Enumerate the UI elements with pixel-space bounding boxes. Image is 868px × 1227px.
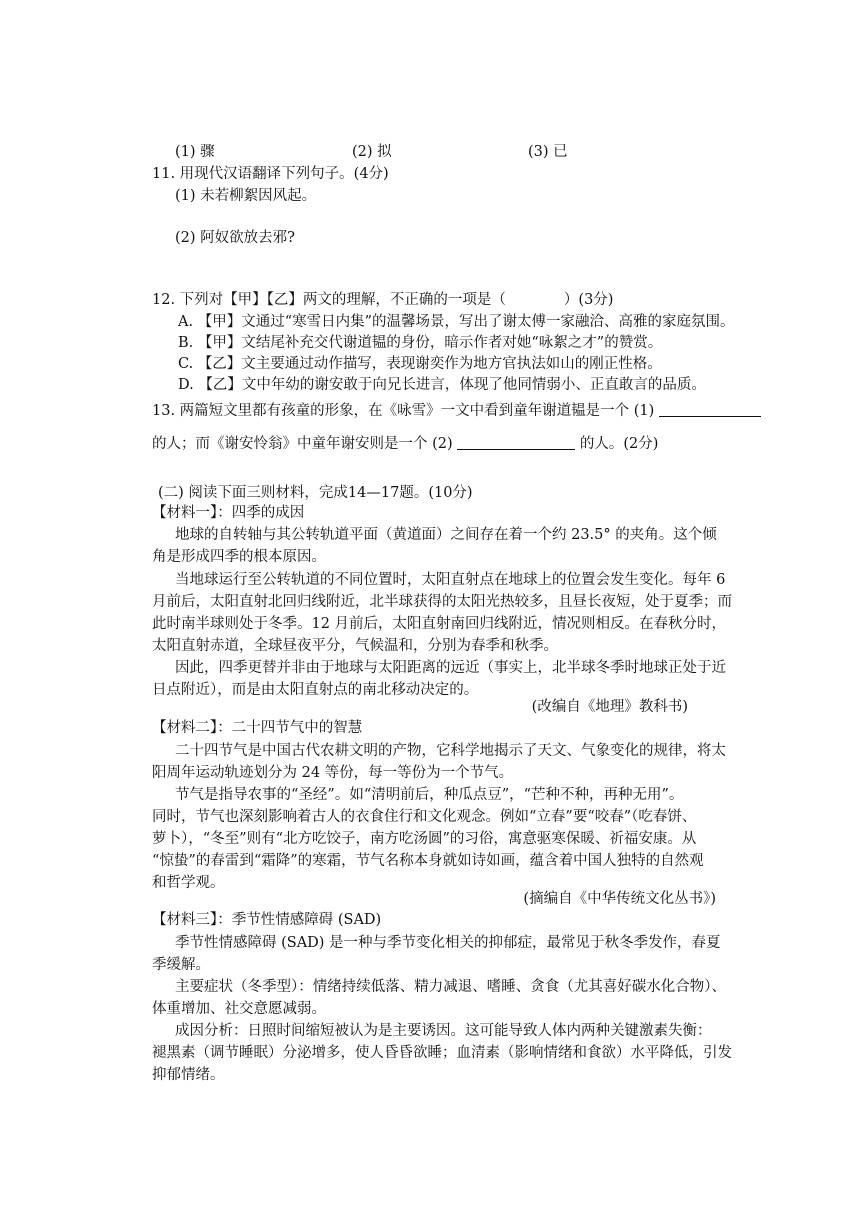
m1-source: (改编自《地理》教科书) bbox=[531, 699, 688, 715]
m3-para3-line3: 抑郁情绪。 bbox=[152, 1067, 225, 1083]
q13-text-2a: 的人；而《谢安怜翁》中童年谢安则是一个 (2) bbox=[152, 436, 453, 452]
m2-para1-line1: 二十四节气是中国古代农耕文明的产物，它科学地揭示了天文、气象变化的规律，将太 bbox=[175, 743, 726, 759]
q12-option-b: B. 【甲】文结尾补充交代谢道韫的身份，暗示作者对她“咏絮之才”的赞赏。 bbox=[178, 335, 663, 351]
q13-text-1: 13. 两篇短文里都有孩童的形象，在《咏雪》一文中看到童年谢道韫是一个 (1) bbox=[152, 403, 655, 419]
m1-para2-line3: 此时南半球则处于冬季。12 月前后，太阳直射南回归线附近，情况则相反。在春秋分时， bbox=[152, 616, 727, 632]
m3-para1-line2: 季缓解。 bbox=[152, 957, 210, 973]
q13-answer-blank-1[interactable] bbox=[659, 402, 761, 417]
q12-option-a: A. 【甲】文通过“寒雪日内集”的温馨场景，写出了谢太傅一家融洽、高雅的家庭氛围。 bbox=[178, 314, 735, 330]
m1-para3-line1: 因此，四季更替并非由于地球与太阳距离的远近（事实上，北半球冬季时地球正处于近 bbox=[175, 660, 726, 676]
q10-item-3: (3) 已 bbox=[528, 144, 568, 160]
q13-line-2 bbox=[152, 434, 658, 454]
m2-para2-line4: “惊蛰”的春雷到“霜降”的寒霜，节气名称本身就如诗如画，蕴含着中国人独特的自然观 bbox=[152, 853, 704, 869]
q12-option-d: D. 【乙】文中年幼的谢安敢于向兄长进言，体现了他同情弱小、正直敢言的品质。 bbox=[178, 377, 706, 393]
m3-para2-line2: 体重增加、社交意愿减弱。 bbox=[152, 1001, 326, 1017]
m3-para1-line1: 季节性情感障碍 (SAD) 是一种与季节变化相关的抑郁症，最常见于秋冬季发作，春夏 bbox=[175, 935, 721, 951]
section2-heading: (二) 阅读下面三则材料，完成14—17题。(10分) bbox=[158, 485, 473, 501]
m1-para1-line1: 地球的自转轴与其公转轨道平面（黄道面）之间存在着一个约 23.5° 的夹角。这个倾 bbox=[175, 527, 717, 543]
q13-line-1 bbox=[152, 401, 761, 421]
q10-item-1: (1) 骤 bbox=[175, 144, 215, 160]
q10-item-2: (2) 拟 bbox=[352, 144, 392, 160]
q12-stem: 12. 下列对【甲】【乙】两文的理解，不正确的一项是（ ）(3分) bbox=[152, 292, 614, 308]
m2-para2-line5: 和哲学观。 bbox=[152, 875, 225, 891]
q11-stem: 11. 用现代汉语翻译下列句子。(4分) bbox=[152, 166, 389, 182]
m2-source: (摘编自《中华传统文化丛书》) bbox=[523, 891, 716, 907]
m2-para2-line1: 节气是指导农事的“圣经”。如“清明前后，种瓜点豆”，“芒种不种，再种无用”。 bbox=[175, 787, 684, 803]
q11-sentence-1: (1) 未若柳絮因风起。 bbox=[175, 188, 317, 204]
m3-para3-line2: 褪黑素（调节睡眠）分泌增多，使人昏昏欲睡；血清素（影响情绪和食欲）水平降低，引发 bbox=[152, 1045, 732, 1061]
q12-option-c: C. 【乙】文主要通过动作描写，表现谢奕作为地方官执法如山的刚正性格。 bbox=[178, 356, 662, 372]
m3-para2-line1: 主要症状（冬季型）：情绪持续低落、精力减退、嗜睡、贪食（尤其喜好碳水化合物）、 bbox=[175, 979, 726, 995]
material2-title: 【材料二】：二十四节气中的智慧 bbox=[152, 720, 363, 736]
m3-para3-line1: 成因分析：日照时间缩短被认为是主要诱因。这可能导致人体内两种关键激素失衡： bbox=[175, 1023, 712, 1039]
m1-para3-line2: 日点附近），而是由太阳直射点的南北移动决定的。 bbox=[152, 682, 479, 698]
m1-para2-line1: 当地球运行至公转轨道的不同位置时，太阳直射点在地球上的位置会发生变化。每年 6 bbox=[175, 572, 726, 588]
material3-title: 【材料三】：季节性情感障碍 (SAD) bbox=[152, 912, 382, 928]
m1-para1-line2: 角是形成四季的根本原因。 bbox=[152, 549, 326, 565]
q11-sentence-2: (2) 阿奴欲放去邪? bbox=[175, 230, 295, 246]
m1-para2-line2: 月前后，太阳直射北回归线附近，北半球获得的太阳光热较多，且昼长夜短，处于夏季；而 bbox=[152, 594, 732, 610]
m2-para2-line2: 同时，节气也深刻影响着古人的衣食住行和文化观念。例如“立春”要“咬春”（吃春饼、 bbox=[152, 809, 697, 825]
material1-title: 【材料一】：四季的成因 bbox=[152, 505, 305, 521]
m2-para1-line2: 阳周年运动轨迹划分为 24 等份，每一等份为一个节气。 bbox=[152, 765, 514, 781]
q13-answer-blank-2[interactable] bbox=[457, 435, 575, 450]
q13-text-2b: 的人。(2分) bbox=[579, 436, 659, 452]
m2-para2-line3: 萝卜），“冬至”则有“北方吃饺子，南方吃汤圆”的习俗，寓意驱寒保暖、祈福安康。从 bbox=[152, 831, 697, 847]
m1-para2-line4: 太阳直射赤道，全球昼夜平分，气候温和，分别为春季和秋季。 bbox=[152, 638, 558, 654]
